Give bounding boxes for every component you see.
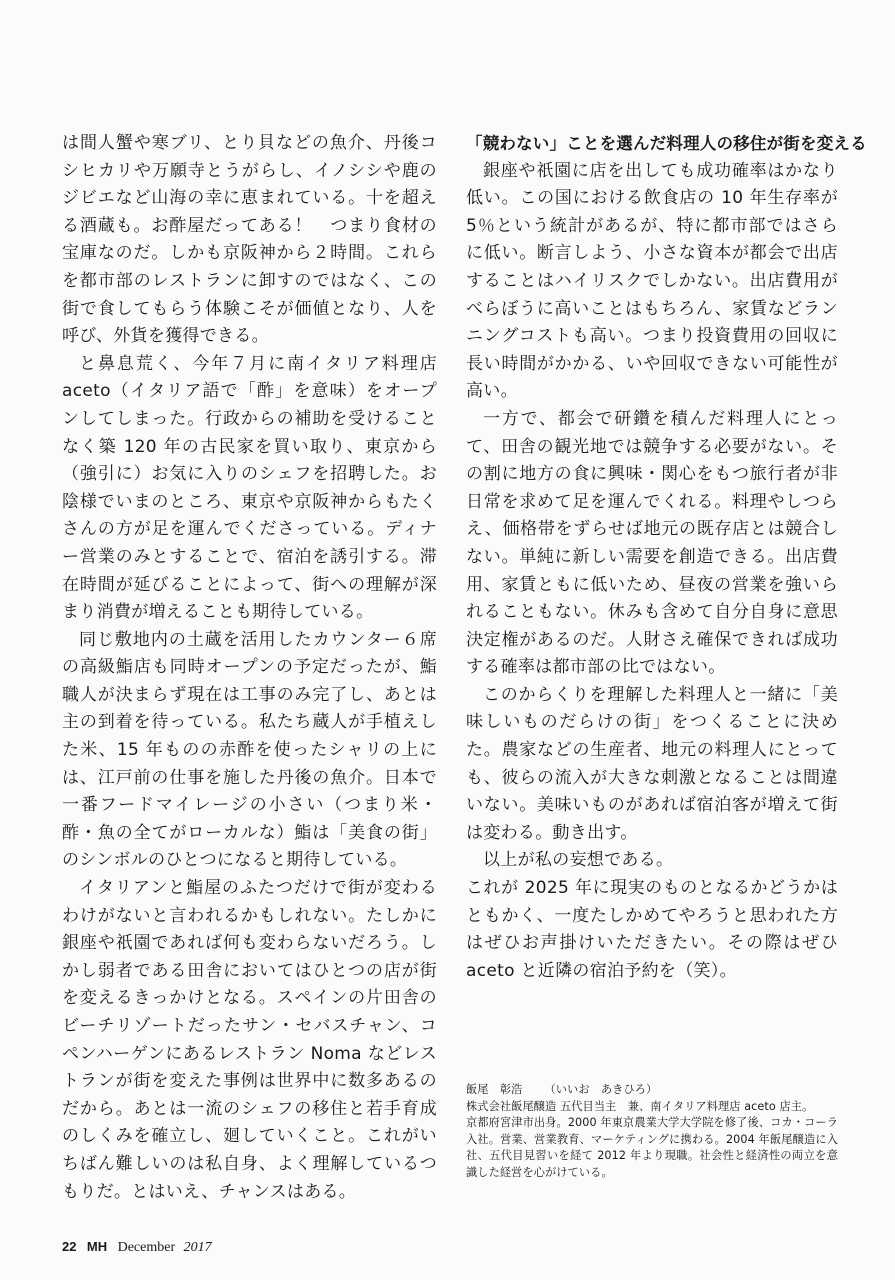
article-paragraph: 同じ敷地内の土蔵を活用したカウンター６席の高級鮨店も同時オープンの予定だったが、鮨職人が決まらず現在は工事のみ完了し、あとは主の到着を待っている。私たち蔵人が手植えした米、15 年ものの赤酢を使ったシャリの上には、江戸前の仕事を施した丹後の魚介。日本で一番フードマイレージの小さい（つまり米・酢・魚の全てがローカルな）鮨は「美食の街」のシンボルのひとつになると期待している。 xyxy=(62,629,437,871)
article-paragraph: 銀座や祇園に店を出しても成功確率はかなり低い。この国における飲食店の 10 年生存率が 5％という統計があるが、特に都市部ではさらに低い。断言しよう、小さな資本が都会で出店することはハイリスクでしかない。出店費用がべらぼうに高いことはもちろん、家賃などランニングコストも高い。つまり投資費用の回収に長い時間がかかる、いや回収できない可能性が高い。 xyxy=(466,160,838,402)
article-paragraph: と鼻息荒く、今年７月に南イタリア料理店 aceto（イタリア語で「酢」を意味）をオープンしてしまった。行政からの補助を受けることなく築 120 年の古民家を買い取り、東京から（強引に）お気に入りのシェフを招聘した。お陰様でいまのところ、東京や京阪神からもたくさんの方が足を運んでくださっている。ディナー営業のみとすることで、宿泊を誘引する。滞在時間が延びることによって、街への理解が深まり消費が増えることも期待している。 xyxy=(62,353,437,623)
article-paragraph: イタリアンと鮨屋のふたつだけで街が変わるわけがないと言われるかもしれない。たしかに銀座や祇園であれば何も変わらないだろう。しかし弱者である田舎においてはひとつの店が街を変えるきっかけとなる。スペインの片田舎のビーチリゾートだったサン・セバスチャン、コペンハーゲンにあるレストラン Noma などレストランが街を変えた事例は世界中に数多あるのだから。あとは一流のシェフの移住と若手育成のしくみを確立し、廻していくこと。これがいちばん難しいのは私自身、よく理解しているつもりだ。とはいえ、チャンスはある。 xyxy=(62,878,437,1202)
author-bio: 京都府宮津市出身。2000 年東京農業大学大学院を修了後、コカ・コーラ入社。営業、営業教育、マーケティングに携わる。2004 年飯尾醸造に入社、五代目見習いを経て 2012 年より現職。社会性と経済性の両立を意識した経営を心がけている。 xyxy=(466,1116,838,1179)
author-name-kana: （いいお あきひろ） xyxy=(544,1083,658,1096)
article-paragraph: 一方で、都会で研鑽を積んだ料理人にとって、田舎の観光地では競争する必要がない。その割に地方の食に興味・関心をもつ旅行者が非日常を求めて足を運んでくれる。料理やしつらえ、価格帯をずらせば地元の既存店とは競合しない。単純に新しい需要を創造できる。出店費用、家賃ともに低いため、昼夜の営業を強いられることもない。休みも含めて自分自身に意思決定権があるのだ。人財さえ確保できれば成功する確率は都市部の比ではない。 xyxy=(466,408,838,678)
page-number: 22 xyxy=(62,1239,77,1254)
article-paragraph: このからくりを理解した料理人と一緒に「美味しいものだらけの街」をつくることに決めた。農家などの生産者、地元の料理人にとっても、彼らの流入が大きな刺激となることは間違いない。美味いものがあれば宿泊客が増えて街は変わる。動き出す。 xyxy=(466,684,838,843)
left-column xyxy=(62,130,437,1206)
article-paragraph: 以上が私の妄想である。 xyxy=(483,850,674,871)
issue-month: December xyxy=(117,1240,176,1255)
author-name-line xyxy=(466,1082,838,1099)
article-paragraph: これが 2025 年に現実のものとなるかどうかはともかく、一度たしかめてやろうと思われた方はぜひお声掛けいただきたい。その際はぜひ aceto と近隣の宿泊予約を（笑）。 xyxy=(466,878,838,981)
page-footer xyxy=(62,1238,212,1257)
right-column xyxy=(466,130,867,985)
author-name: 飯尾 彰浩 xyxy=(466,1083,523,1096)
section-heading: 「競わない」ことを選んだ料理人の移住が街を変える xyxy=(466,134,867,153)
issue-year: 2017 xyxy=(183,1240,212,1255)
author-profile xyxy=(466,1082,838,1182)
article-paragraph: は間人蟹や寒ブリ、とり貝などの魚介、丹後コシヒカリや万願寺とうがらし、イノシシや鹿のジビエなど山海の幸に恵まれている。十を超える酒蔵も。お酢屋だってある！ つまり食材の宝庫なのだ。しかも京阪神から２時間。これらを都市部のレストランに卸すのではなく、この街で食してもらう体験こそが価値となり、人を呼び、外貨を獲得できる。 xyxy=(62,133,437,347)
author-title: 株式会社飯尾醸造 五代目当主 兼、南イタリア料理店 aceto 店主。 xyxy=(466,1099,814,1113)
magazine-name: MH xyxy=(86,1239,108,1254)
